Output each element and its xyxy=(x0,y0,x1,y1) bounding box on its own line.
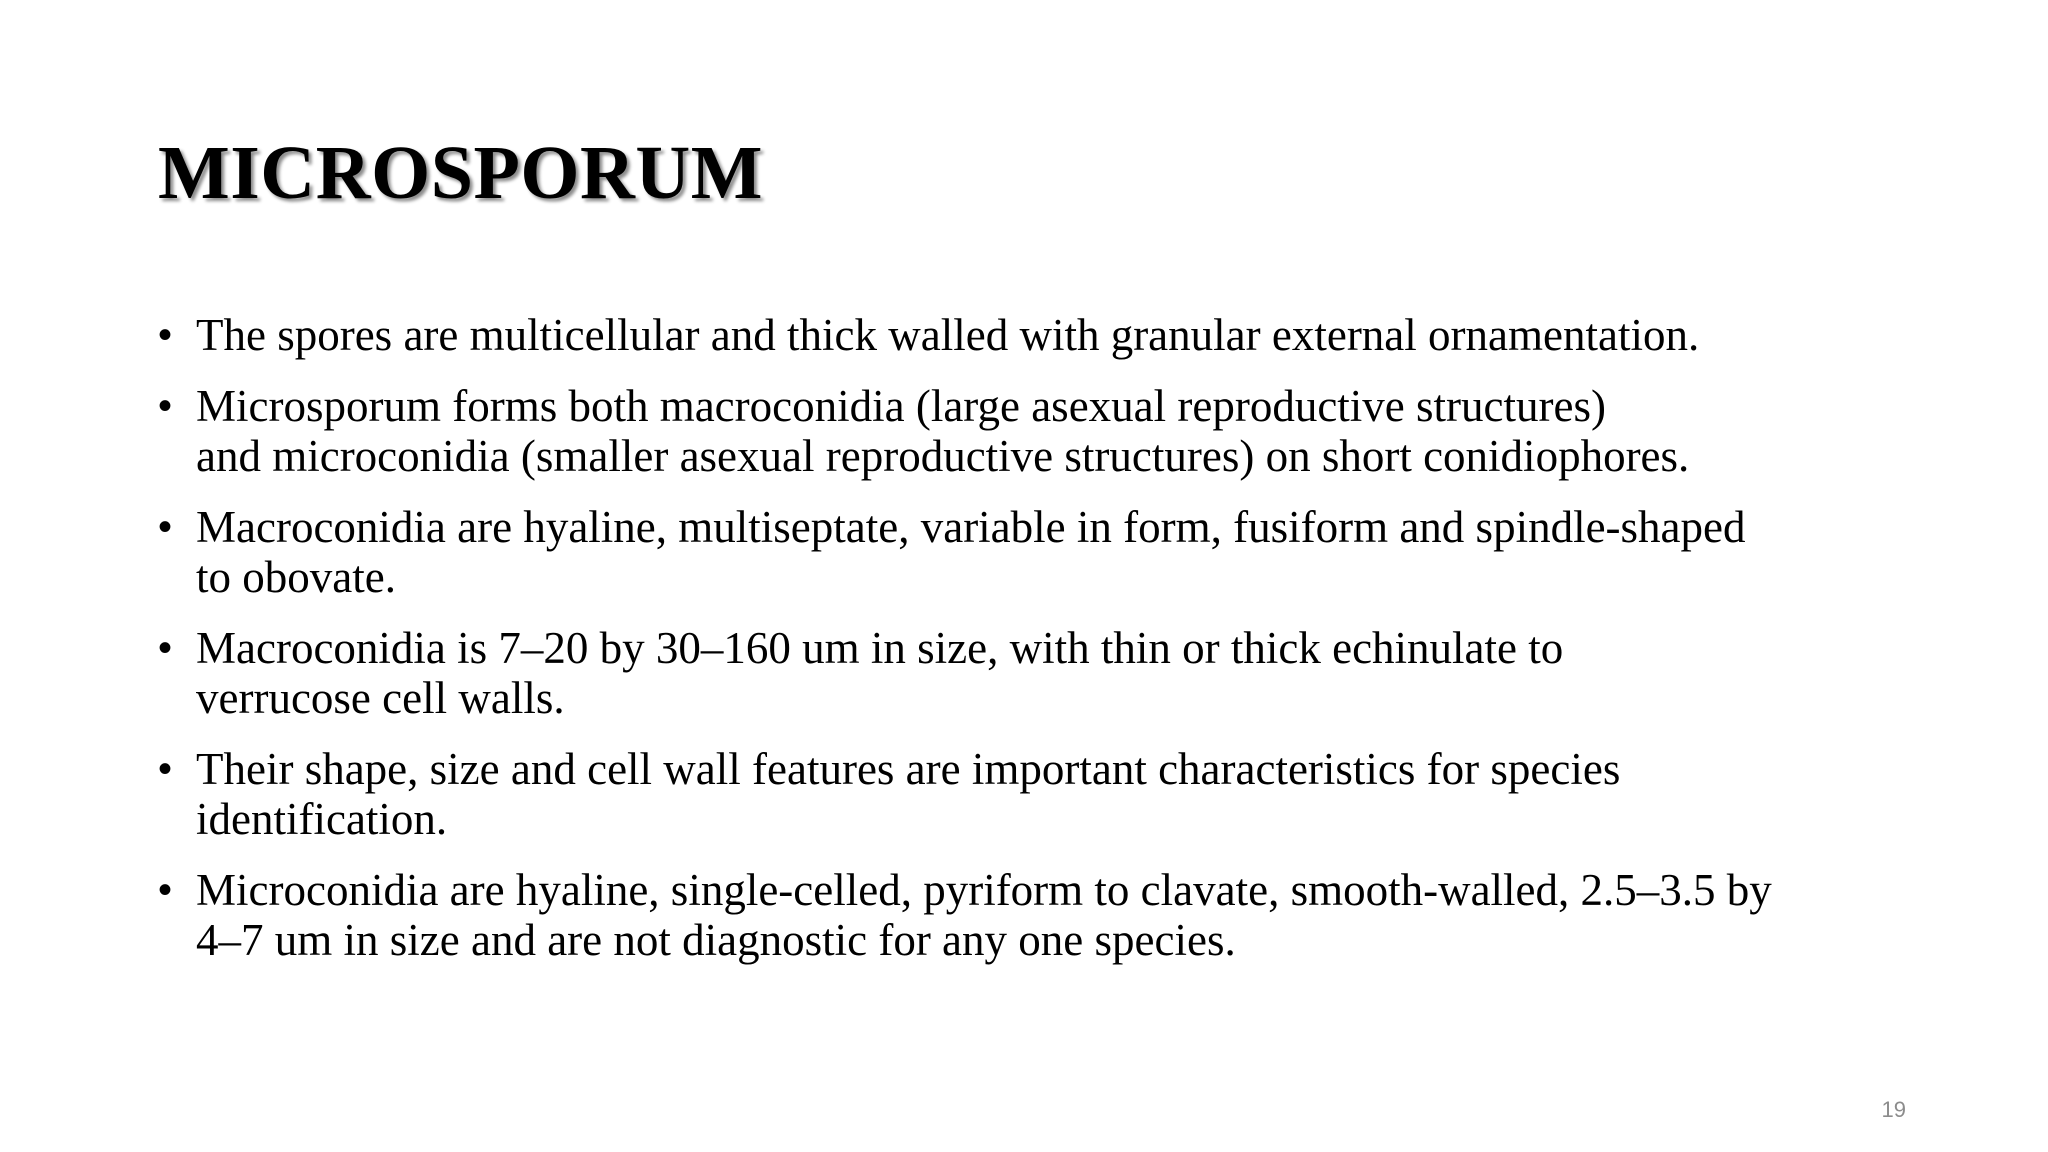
bullet-text-line: • Their shape, size and cell wall features are important characteristics for species xyxy=(196,744,1621,794)
slide-number: 19 xyxy=(1881,1097,1906,1122)
bullet-text-line: • The spores are multicellular and thick walled with granular external ornamentation. xyxy=(196,310,1700,360)
bullet-text-line: verrucose cell walls. xyxy=(196,673,565,723)
bullet-item xyxy=(158,381,1918,481)
bullet-text-line: and microconidia (smaller asexual reproductive structures) on short conidiophores. xyxy=(196,431,1690,481)
bullet-text-line: • Macroconidia are hyaline, multiseptate, variable in form, fusiform and spindle-shaped xyxy=(196,502,1746,552)
bullet-item xyxy=(158,744,1918,844)
bullet-text-line: to obovate. xyxy=(196,552,396,602)
bullet-text-line: identification. xyxy=(196,794,448,844)
slide-title: MICROSPORUM xyxy=(158,131,764,215)
bullet-item xyxy=(158,310,1918,360)
bullet-item xyxy=(158,623,1918,723)
bullet-item xyxy=(158,865,1918,965)
bullet-text-line: 4–7 um in size and are not diagnostic for any one species. xyxy=(196,915,1236,965)
bullet-item xyxy=(158,502,1918,602)
bullet-text-line: • Microsporum forms both macroconidia (large asexual reproductive structures) xyxy=(196,381,1606,431)
bullet-text-line: • Macroconidia is 7–20 by 30–160 um in size, with thin or thick echinulate to xyxy=(196,623,1564,673)
bullet-text-line: • Microconidia are hyaline, single-celled, pyriform to clavate, smooth-walled, 2.5–3.5 by xyxy=(196,865,1772,915)
bullet-list xyxy=(158,310,1918,986)
